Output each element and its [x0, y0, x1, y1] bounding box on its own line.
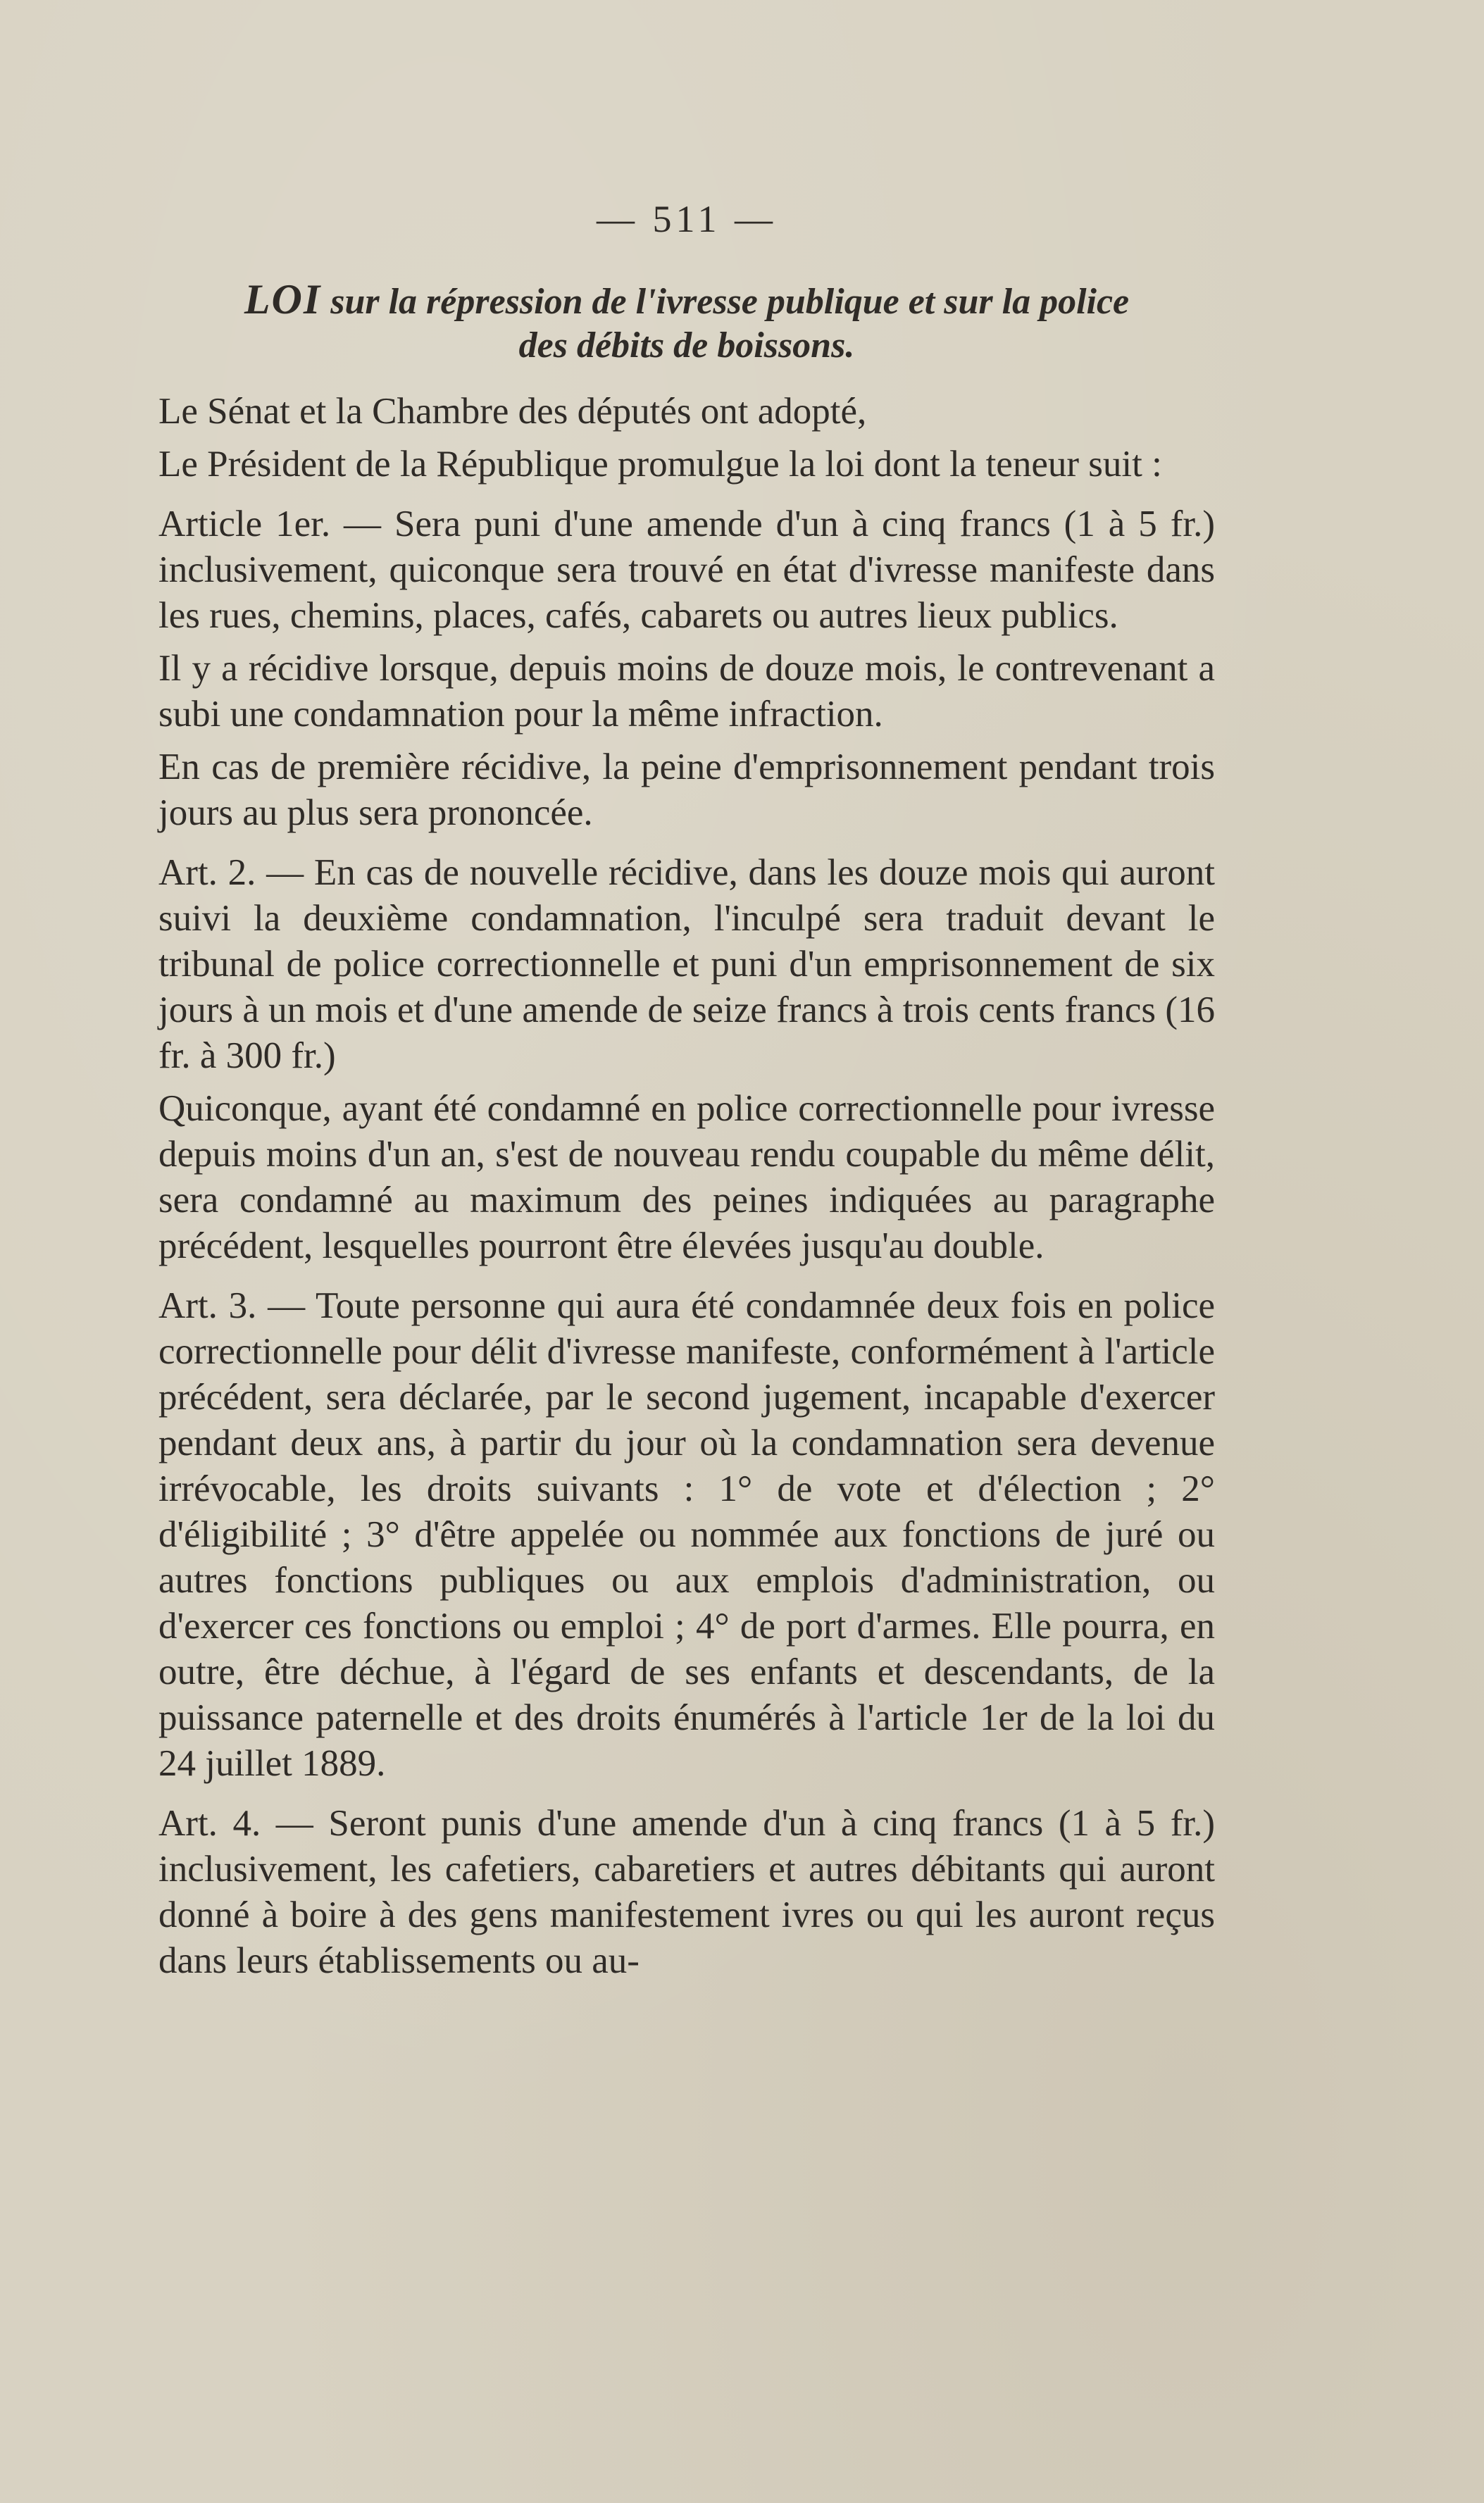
law-title-word: LOI	[244, 276, 322, 323]
paragraph-promulgation: Le Président de la République promulgue la loi dont la teneur suit :	[158, 444, 1162, 485]
paragraph-enactment: Le Sénat et la Chambre des députés ont adopté,	[158, 391, 867, 432]
paragraph-article-2-repeat: Quiconque, ayant été condamné en police correctionnelle pour ivresse depuis moins d'un an, s'est de nouveau rendu coupable du même délit, sera condamné au maximum des peines indiquées au paragraphe précédent, lesquelles pourront être élevées jusqu'au double.	[158, 1088, 1215, 1266]
law-title-line1: sur la répression de l'ivresse publique et sur la police	[330, 282, 1130, 322]
paragraph-article-4: Art. 4. — Seront punis d'une amende d'un à cinq francs (1 à 5 fr.) inclusivement, les cafetiers, cabaretiers et autres débitants qui auront donné à boire à des gens manifestement ivres ou qui les auront reçus dans leurs établissements ou au-	[158, 1803, 1215, 1981]
paragraph-recidive-definition: Il y a récidive lorsque, depuis moins de douze mois, le contrevenant a subi une condamnation pour la même infraction.	[158, 648, 1215, 735]
paragraph-article-3: Art. 3. — Toute personne qui aura été condamnée deux fois en police correctionnelle pour délit d'ivresse manifeste, conformément à l'article précédent, sera déclarée, par le second jugement, incapable d'exercer pendant deux ans, à partir du jour où la condamnation sera devenue irrévocable, les droits suivants : 1° de vote et d'élection ; 2° d'éligibilité ; 3° d'être appelée ou nommée aux fonctions de juré ou autres fonctions publiques ou aux emplois d'administration, ou d'exercer ces fonctions ou emploi ; 4° de port d'armes. Elle pourra, en outre, être déchue, à l'égard de ses enfants et descendants, de la puissance paternelle et des droits énumérés à l'article 1er de la loi du 24 juillet 1889.	[158, 1285, 1215, 1784]
paragraph-first-recidive: En cas de première récidive, la peine d'emprisonnement pendant trois jours au plus sera prononcée.	[158, 747, 1215, 833]
law-title	[158, 277, 1215, 368]
page-number: — 511 —	[597, 198, 777, 240]
law-title-line2: des débits de boissons.	[518, 325, 855, 366]
paragraph-article-1: Article 1er. — Sera puni d'une amende d'un à cinq francs (1 à 5 fr.) inclusivement, quiconque sera trouvé en état d'ivresse manifeste dans les rues, chemins, places, cafés, cabarets ou autres lieux publics.	[158, 504, 1215, 636]
paragraph-article-2: Art. 2. — En cas de nouvelle récidive, dans les douze mois qui auront suivi la deuxième condamnation, l'inculpé sera traduit devant le tribunal de police correctionnelle et puni d'un emprisonnement de six jours à un mois et d'une amende de seize francs à trois cents francs (16 fr. à 300 fr.)	[158, 852, 1215, 1076]
document-page	[158, 197, 1215, 2310]
